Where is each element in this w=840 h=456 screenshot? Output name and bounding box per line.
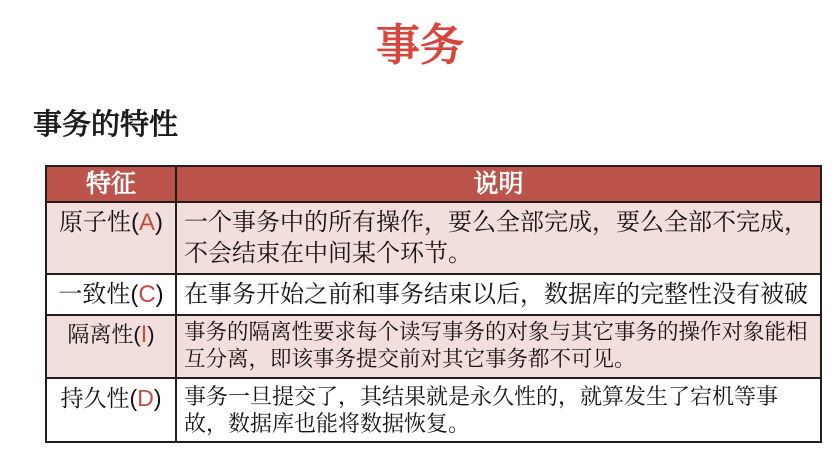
- description-atomicity: 一个事务中的所有操作，要么全部完成，要么全部不完成，不会结束在中间某个环节。: [176, 202, 821, 274]
- feature-label-durability: [46, 378, 176, 442]
- feature-letter: Ⅰ: [140, 322, 148, 347]
- feature-text: ): [153, 385, 162, 411]
- header-cell-description: 说明: [176, 166, 821, 202]
- feature-label-consistency: [46, 274, 176, 315]
- feature-label-atomicity: [46, 202, 176, 274]
- feature-text: ): [147, 322, 155, 347]
- header-cell-feature: 特征: [46, 166, 176, 202]
- description-durability: 事务一旦提交了，其结果就是永久性的，就算发生了宕机等事故，数据库也能将数据恢复。: [176, 378, 821, 442]
- feature-letter: A: [138, 209, 155, 236]
- row-atomicity: [46, 202, 821, 274]
- page-title: 事务: [376, 21, 464, 70]
- feature-text: ): [155, 209, 163, 236]
- row-durability: [46, 378, 821, 442]
- section-subtitle: 事务的特性: [33, 109, 179, 141]
- feature-text: 隔离性(: [67, 322, 141, 347]
- feature-text: 原子性(: [58, 209, 139, 236]
- feature-text: 持久性(: [60, 385, 138, 411]
- transaction-properties-table: [45, 165, 822, 443]
- description-isolation: 事务的隔离性要求每个读写事务的对象与其它事务的操作对象能相互分离，即该事务提交前对其它事务都不可见。: [176, 315, 821, 378]
- row-isolation: [46, 315, 821, 378]
- feature-letter: D: [137, 385, 154, 411]
- feature-text: 一致性(: [58, 281, 139, 308]
- feature-text: ): [155, 281, 164, 308]
- description-consistency: 在事务开始之前和事务结束以后，数据库的完整性没有被破: [176, 274, 821, 315]
- feature-label-isolation: [46, 315, 176, 378]
- feature-letter: C: [138, 281, 156, 308]
- slide-page: [0, 20, 840, 456]
- table-header-row: [46, 166, 821, 202]
- row-consistency: [46, 274, 821, 315]
